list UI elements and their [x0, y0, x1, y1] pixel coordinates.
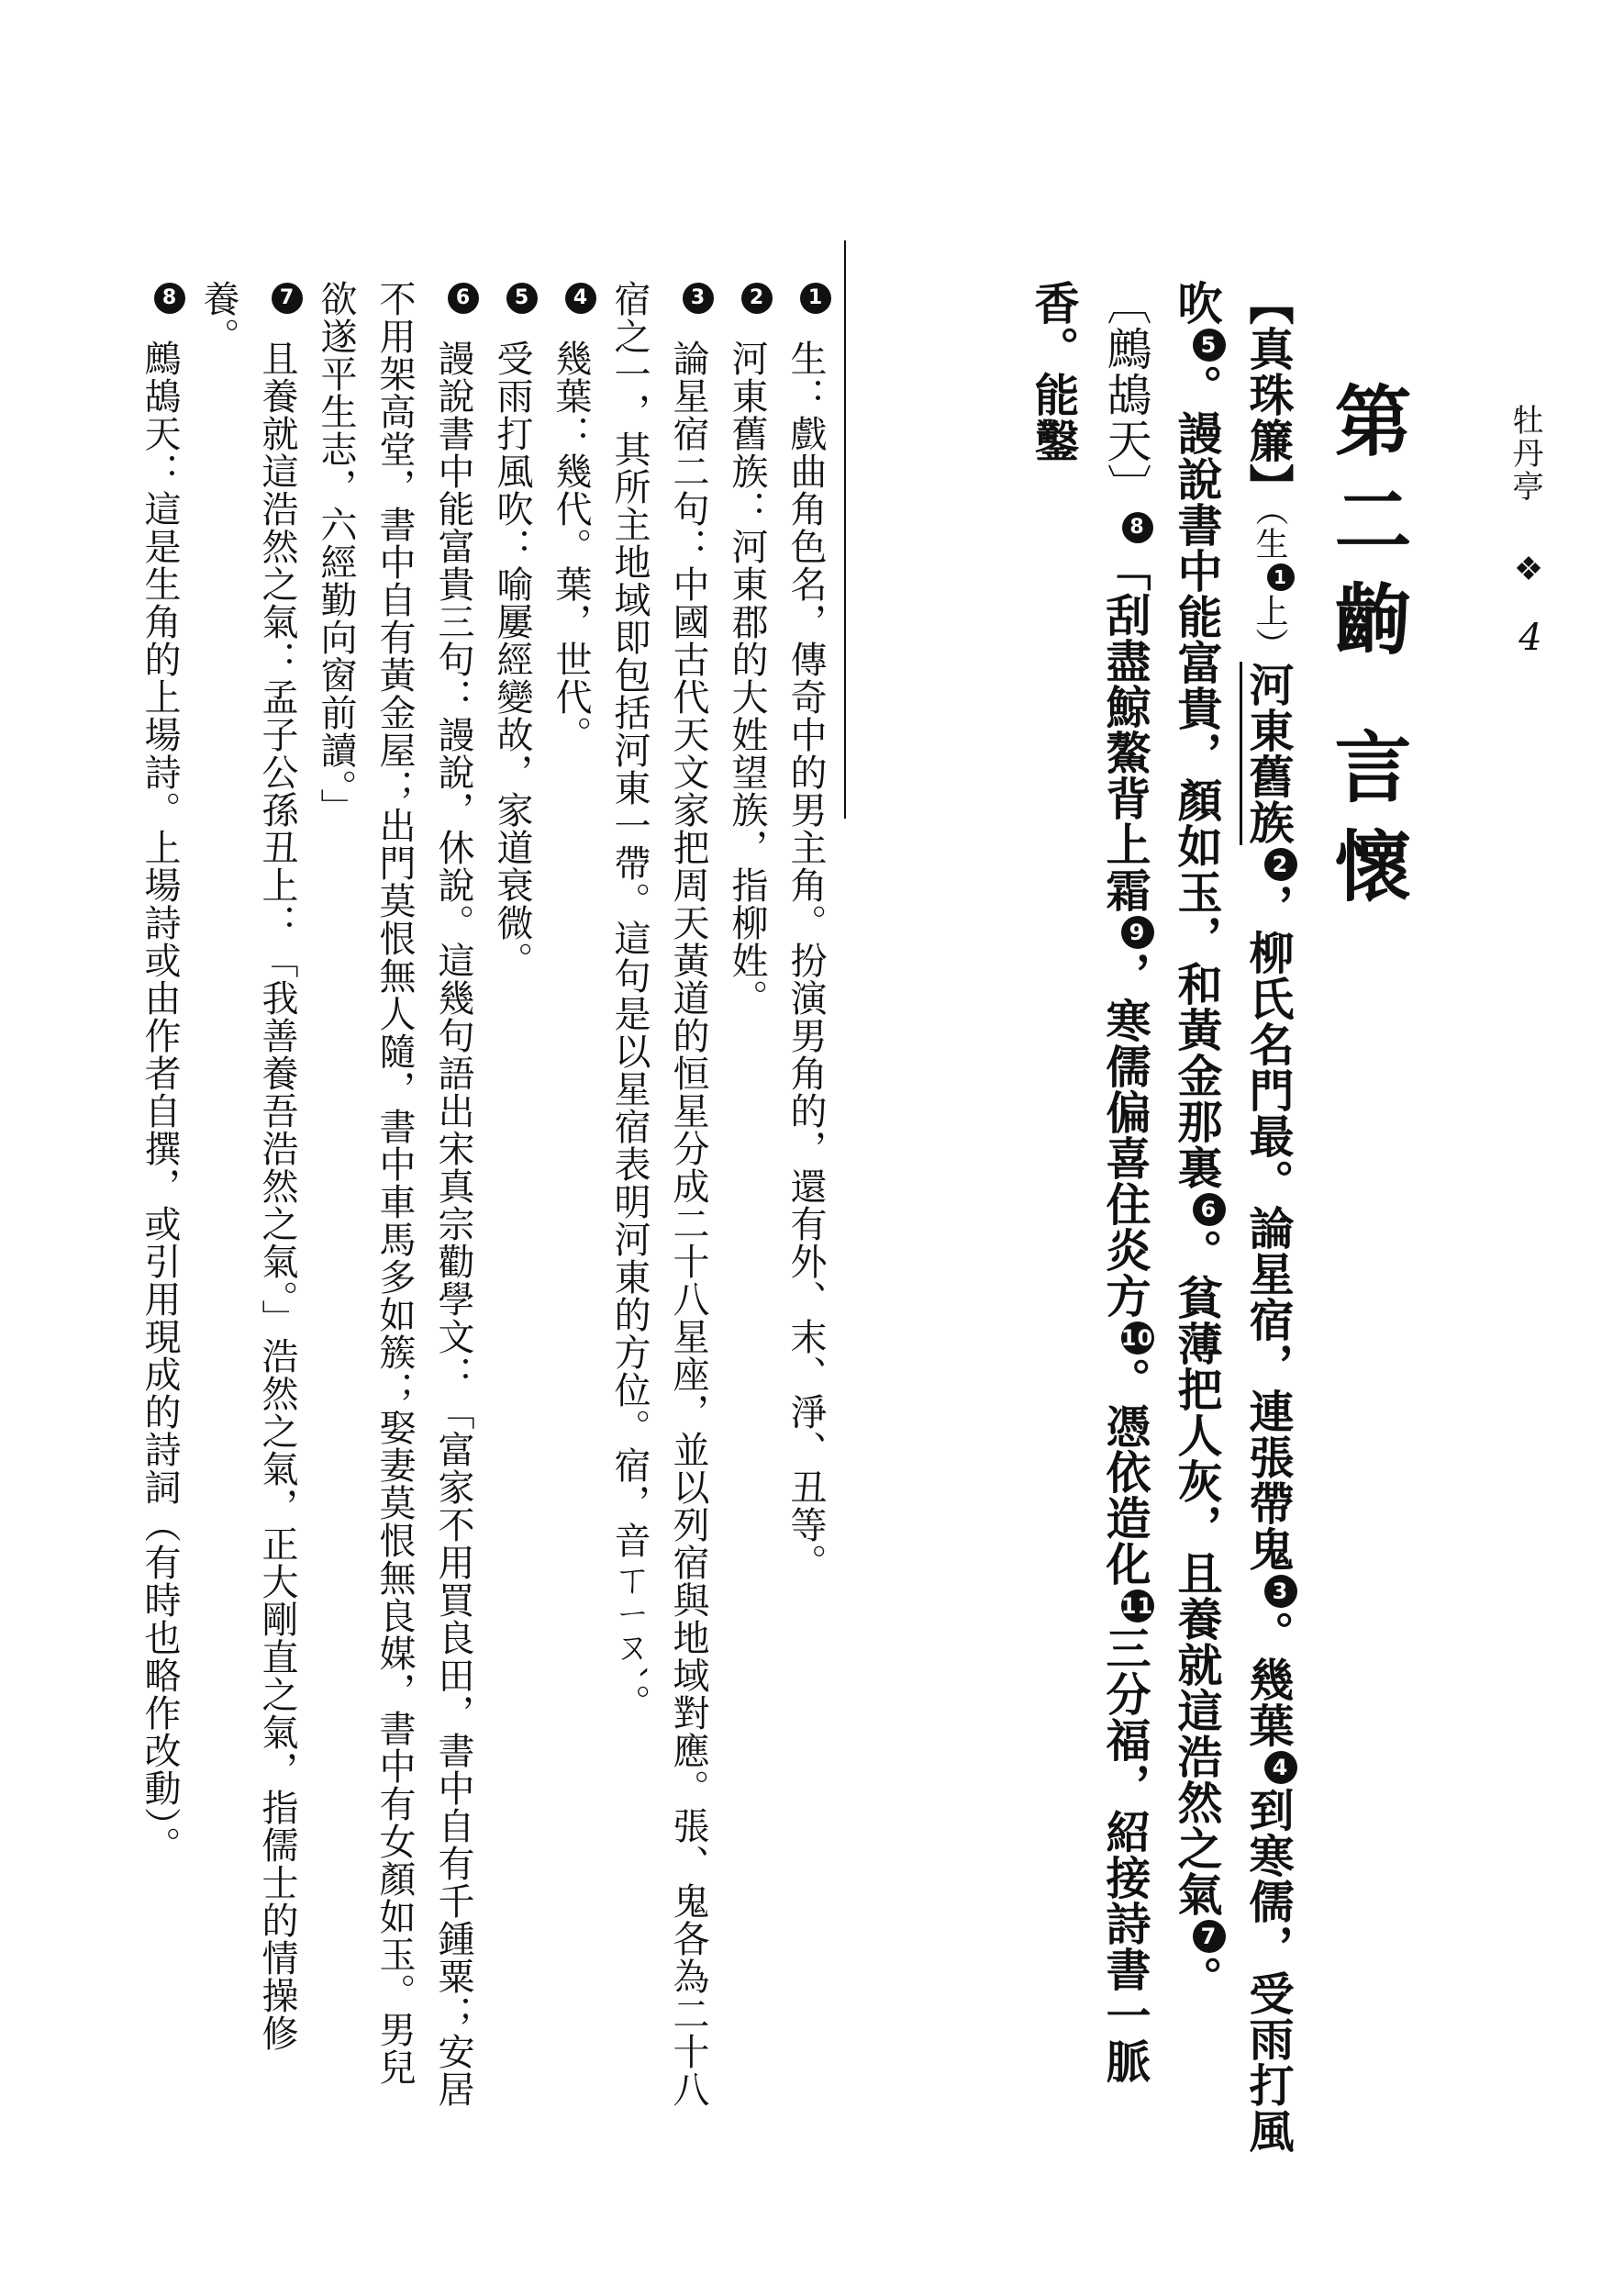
footnote-marker-9: 9 — [1121, 916, 1154, 949]
main-text-segment: ，柳氏名門最。論星宿，連張帶鬼 — [1242, 884, 1296, 1572]
footnote-text: 謾說書中能富貴三句：謾說，休說。這幾句語出宋真宗勸學文：「富家不用買良田，書中自有千鍾粟；安居不用架高堂，書中自有黃金屋；出門莫恨無人隨，書中車馬多如簇；娶妻莫恨無良媒，書中有女顏如玉。男兒欲遂平生志，六經勤向窗前讀。」 — [315, 280, 474, 2108]
footnote-number: 4 — [565, 283, 596, 314]
footnote-number: 6 — [448, 283, 479, 314]
footnote-text: 受雨打風吹：喻屢經變故，家道衰微。 — [491, 340, 533, 979]
footnote-number: 2 — [741, 283, 773, 314]
stage-direction-close: 上） — [1251, 594, 1288, 662]
footnote-1 — [776, 280, 835, 2115]
main-text-segment: 三分福，紹接詩書一脈香。能鑿 — [1028, 280, 1152, 2084]
footnote-marker-7: 7 — [1193, 1920, 1226, 1953]
footnote-text: 幾葉：幾代。葉，世代。 — [550, 340, 592, 753]
footnote-text: 鷓鴣天：這是生角的上場詩。上場詩或由作者自撰，或引用現成的詩詞（有時也略作改動）。 — [139, 340, 181, 1864]
notes-divider — [844, 240, 846, 819]
footnotes — [139, 280, 835, 2115]
footnote-marker-2: 2 — [1264, 848, 1297, 881]
footnote-2 — [717, 280, 776, 2115]
main-text-segment: 。 — [1171, 1956, 1224, 2002]
footnote-marker-1: 1 — [1267, 563, 1295, 591]
footnote-3 — [600, 280, 717, 2115]
footnote-number: 1 — [800, 283, 831, 314]
footnote-marker-4: 4 — [1264, 1751, 1297, 1784]
footnote-marker-5: 5 — [1193, 329, 1226, 362]
footnote-marker-10: 10 — [1121, 1322, 1154, 1355]
footnote-7 — [189, 280, 306, 2115]
main-paragraph-1 — [1162, 280, 1305, 2170]
footnote-marker-6: 6 — [1193, 1193, 1226, 1226]
footnote-4 — [541, 280, 600, 2115]
qupai-label: 〔鷓鴣天〕 — [1100, 280, 1152, 509]
book-title: 牡丹亭 — [1507, 404, 1543, 503]
footnote-text: 河東舊族：河東郡的大姓望族，指柳姓。 — [726, 340, 768, 1017]
footnote-marker-3: 3 — [1264, 1575, 1297, 1608]
footnote-marker-11: 11 — [1121, 1589, 1154, 1623]
main-text-segment: ，寒儒偏喜住炎方 — [1099, 952, 1152, 1319]
footnote-number: 5 — [506, 283, 538, 314]
footnote-number: 3 — [683, 283, 714, 314]
footnote-text: 論星宿二句：中國古代天文家把周天黃道的恒星分成二十八星座，並以列宿與地域對應。張、鬼各為二十八宿之一，其所主地域即包括河東一帶。這句是以星宿表明河東的方位。宿，音ㄒㄧㄡˋ。 — [608, 280, 709, 2108]
footnote-number: 7 — [272, 283, 303, 314]
main-text-segment: 「刮盡鯨鰲背上霜 — [1099, 546, 1152, 913]
footnote-8 — [130, 280, 189, 2115]
main-text — [1018, 280, 1305, 2170]
stage-direction-open: （生 — [1251, 509, 1288, 561]
diamond-separator-icon: ❖ — [1513, 551, 1544, 588]
qupai-label: 【真珠簾】 — [1242, 280, 1296, 509]
footnote-6 — [306, 280, 483, 2115]
footnote-marker-8: 8 — [1122, 512, 1153, 543]
footnote-text: 生：戲曲角色名，傳奇中的男主角。扮演男角的，還有外、末、淨、丑等。 — [784, 340, 827, 1581]
footnote-number: 8 — [154, 283, 185, 314]
main-text-segment: 。貧薄把人灰，且養就這浩然之氣 — [1171, 1229, 1224, 1917]
main-text-segment: 到寒儒，受雨打風吹 — [1171, 280, 1296, 2154]
footnote-text: 且養就這浩然之氣：孟子公孫丑上：「我善養吾浩然之氣。」浩然之氣，正大剛直之氣，指儒士的情操修養。 — [197, 280, 298, 2052]
main-text-segment: 。謾說書中能富貴，顏如玉，和黃金那裏 — [1171, 364, 1224, 1190]
main-text-segment: 。幾葉 — [1242, 1611, 1296, 1748]
page-number: 4 — [1518, 617, 1542, 659]
main-text-segment: 。憑依造化 — [1099, 1357, 1152, 1587]
main-paragraph-2 — [1018, 280, 1162, 2170]
main-text-segment: 河東舊族 — [1240, 662, 1296, 845]
footnote-5 — [483, 280, 541, 2115]
chapter-title: 第二齣 言懷 — [1322, 381, 1413, 926]
